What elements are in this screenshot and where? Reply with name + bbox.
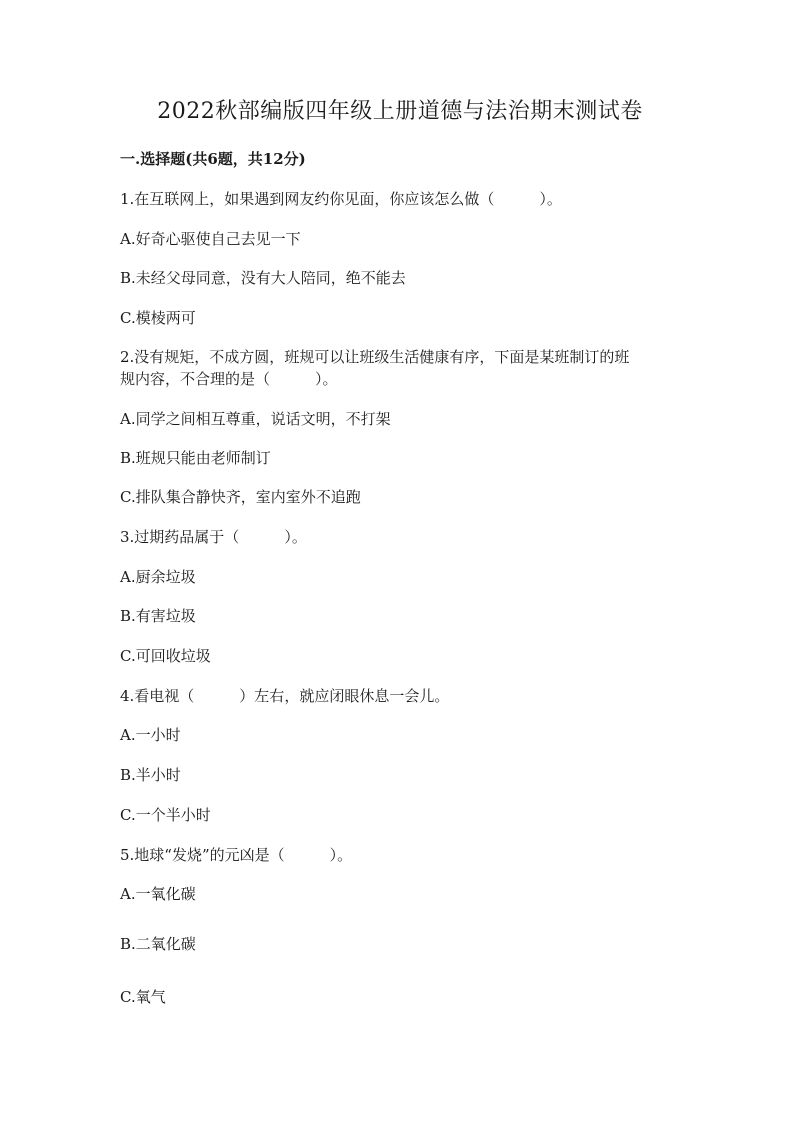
question-3-option-a: A.厨余垃圾 (120, 568, 196, 586)
question-2-option-b: B.班规只能由老师制订 (120, 449, 271, 467)
question-5-option-b: B.二氧化碳 (120, 935, 196, 953)
exam-title: 2022秋部编版四年级上册道德与法治期末测试卷 (157, 99, 643, 124)
question-2-option-c: C.排队集合静快齐，室内室外不追跑 (120, 488, 361, 506)
question-5-stem: 5.地球“发烧”的元凶是（ ）。 (120, 846, 353, 864)
question-4-option-b: B.半小时 (120, 766, 181, 784)
section-heading: 一.选择题(共6题，共12分) (120, 150, 306, 168)
question-2-stem-line-2: 规内容，不合理的是（ ）。 (120, 370, 338, 388)
question-5-option-a: A.一氧化碳 (120, 885, 196, 903)
question-1-option-a: A.好奇心驱使自己去见一下 (120, 230, 301, 248)
question-4-option-a: A.一小时 (120, 726, 181, 744)
question-4-option-c: C.一个半小时 (120, 806, 211, 824)
question-1-option-c: C.模棱两可 (120, 309, 196, 327)
question-2-option-a: A.同学之间相互尊重，说话文明，不打架 (120, 410, 391, 428)
question-5-option-c: C.氧气 (120, 988, 166, 1006)
question-2-stem-line-1: 2.没有规矩，不成方圆，班规可以让班级生活健康有序，下面是某班制订的班 (120, 348, 630, 366)
question-3-option-b: B.有害垃圾 (120, 607, 196, 625)
question-4-stem: 4.看电视（ ）左右，就应闭眼休息一会儿。 (120, 687, 450, 705)
question-3-option-c: C.可回收垃圾 (120, 647, 211, 665)
question-1-option-b: B.未经父母同意，没有大人陪同，绝不能去 (120, 269, 406, 287)
question-1-stem: 1.在互联网上，如果遇到网友约你见面，你应该怎么做（ ）。 (120, 190, 562, 208)
question-3-stem: 3.过期药品属于（ ）。 (120, 528, 307, 546)
